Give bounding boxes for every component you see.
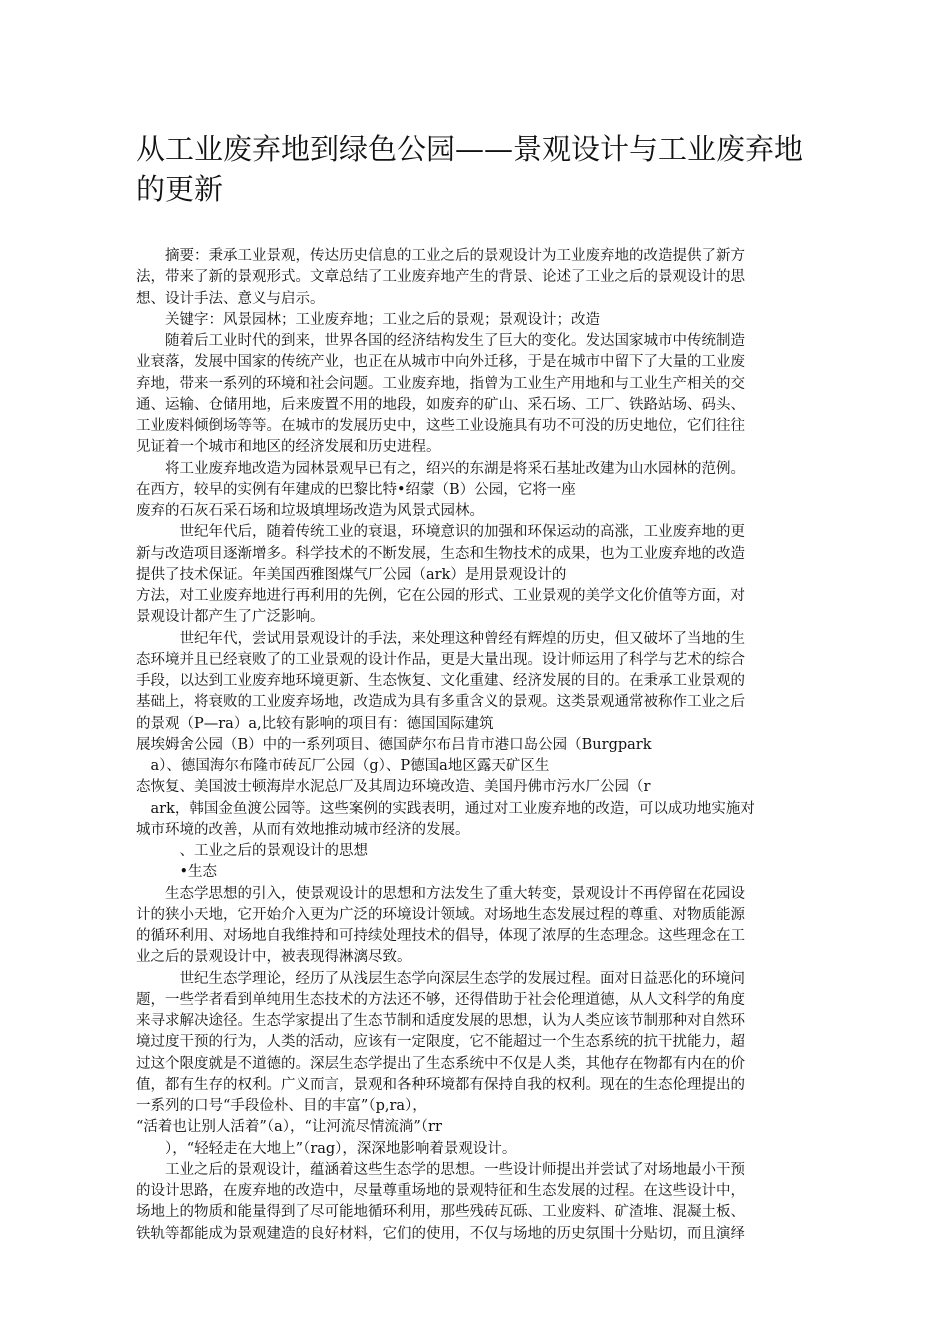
body-line: 将工业废弃地改造为园林景观早已有之，绍兴的东湖是将采石基址改建为山水园林的范例。 [136,460,745,477]
body-line: 摘要：秉承工业景观，传达历史信息的工业之后的景观设计为工业废弃地的改造提供了新方 [136,248,745,264]
body-line: 展埃姆舍公园（B）中的一系列项目、德国萨尔布吕肯市港口岛公园（Burgpark [136,736,652,753]
body-line: 的循环利用、对场地自我维持和可持续处理技术的倡导，体现了浓厚的生态理念。这些理念在工 [136,928,745,944]
body-line: 基础上，将衰败的工业废弃场地，改造成为具有多重含义的景观。这类景观通常被称作工业之后 [136,694,745,711]
body-line: 提供了技术保证。年美国西雅图煤气厂公园（ark）是用景观设计的 [136,566,567,583]
body-line: 态环境并且已经衰败了的工业景观的设计作品，更是大量出现。设计师运用了科学与艺术的综合 [136,651,745,668]
body-line: •生态 [136,864,218,881]
body-line: 的景观（P—ra）a,比较有影响的项目有：德国国际建筑 [136,715,494,732]
body-line: 通、运输、仓储用地，后来废置不用的地段，如废弃的矿山、采石场、工厂、铁路站场、码头、 [136,396,745,413]
body-line: 题，一些学者看到单纯用生态技术的方法还不够，还得借助于社会伦理道德，从人文科学的角度 [136,991,745,1008]
body-line: a）、德国海尔布隆市砖瓦厂公园（g）、P德国a地区露天矿区生 [136,758,550,774]
body-line: 一系列的口号“手段俭朴、目的丰富”（p,ra）， [136,1098,427,1114]
document-body [136,246,826,1245]
body-line: 场地上的物质和能量得到了尽可能地循环利用，那些残砖瓦砾、工业废料、矿渣堆、混凝土板、 [136,1204,745,1221]
body-line: 方法，对工业废弃地进行再利用的先例，它在公园的形式、工业景观的美学文化价值等方面，对 [136,588,745,604]
title-line: 的更新 [136,172,224,207]
body-line: 业之后的景观设计中，被表现得淋漓尽致。 [136,949,412,966]
body-line: 态恢复、美国波士顿海岸水泥总厂及其周边环境改造、美国丹佛市污水厂公园（r [136,779,651,796]
title-line: 从工业废弃地到绿色公园——景观设计与工业废弃地 [136,132,804,167]
body-line: 生态学思想的引入，使景观设计的思想和方法发生了重大转变，景观设计不再停留在花园设 [136,885,745,902]
body-line: 来寻求解决途径。生态学家提出了生态节制和适度发展的思想，认为人类应该节制那种对自然环 [136,1013,745,1029]
body-line: “活着也让别人活着”（a），“让河流尽情流淌”（rr [136,1119,442,1136]
body-line: 见证着一个城市和地区的经济发展和历史进程。 [136,439,441,456]
body-line: 值，都有生存的权利。广义而言，景观和各种环境都有保持自我的权利。现在的生态伦理提出的 [136,1076,745,1093]
body-line: 法，带来了新的景观形式。文章总结了工业废弃地产生的背景、论述了工业之后的景观设计的思 [136,269,745,286]
body-line: 业衰落，发展中国家的传统产业，也正在从城市中向外迁移，于是在城市中留下了大量的工业废 [136,354,745,371]
body-line: 过这个限度就是不道德的。深层生态学提出了生态系统中不仅是人类，其他存在物都有内在的价 [136,1055,745,1072]
body-line: 关键字：风景园林；工业废弃地；工业之后的景观；景观设计；改造 [136,311,600,328]
body-line: 景观设计都产生了广泛影响。 [136,609,325,626]
body-line: 城市环境的改善，从而有效地推动城市经济的发展。 [136,821,470,838]
body-line: 手段，以达到工业废弃地环境更新、生态恢复、文化重建、经济发展的目的。在秉承工业景观的 [136,673,745,689]
body-line: 废弃的石灰石采石场和垃圾填埋场改造为风景式园林。 [136,503,484,519]
body-line: 铁轨等都能成为景观建造的良好材料，它们的使用，不仅与场地的历史氛围十分贴切，而且演绎 [136,1225,745,1242]
body-line: 世纪年代后，随着传统工业的衰退，环境意识的加强和环保运动的高涨，工业废弃地的更 [136,524,745,541]
body-line: ark，韩国金鱼渡公园等。这些案例的实践表明，通过对工业废弃地的改造，可以成功地实施对 [136,800,755,817]
body-line: 世纪生态学理论，经历了从浅层生态学向深层生态学的发展过程。面对日益恶化的环境问 [136,970,745,987]
body-line: 工业之后的景观设计，蕴涵着这些生态学的思想。一些设计师提出并尝试了对场地最小干预 [136,1161,745,1178]
body-line: 世纪年代，尝试用景观设计的手法，来处理这种曾经有辉煌的历史，但又破坏了当地的生 [136,630,745,647]
body-line: 计的狭小天地，它开始介入更为广泛的环境设计领域。对场地生态发展过程的尊重、对物质能源 [136,906,745,923]
body-line: 工业废料倾倒场等等。在城市的发展历史中，这些工业设施具有功不可没的历史地位，它们往往 [136,418,745,434]
body-line: ），“轻轻走在大地上”（rag），深深地影响着景观设计。 [136,1140,517,1157]
body-line: 想、设计手法、意义与启示。 [136,290,325,307]
body-line: 在西方，较早的实例有年建成的巴黎比特•绍蒙（B）公园，它将一座 [136,481,576,498]
body-line: 、工业之后的景观设计的思想 [136,843,368,859]
body-line: 随着后工业时代的到来，世界各国的经济结构发生了巨大的变化。发达国家城市中传统制造 [136,333,745,349]
body-line: 境过度干预的行为，人类的活动，应该有一定限度，它不能超过一个生态系统的抗干扰能力，超 [136,1034,745,1051]
body-line: 新与改造项目逐渐增多。科学技术的不断发展，生态和生物技术的成果，也为工业废弃地的改造 [136,545,745,562]
body-line: 弃地，带来一系列的环境和社会问题。工业废弃地，指曾为工业生产用地和与工业生产相关的交 [136,375,745,392]
document-title [136,129,826,209]
body-line: 的设计思路，在废弃地的改造中，尽量尊重场地的景观特征和生态发展的过程。在这些设计中， [136,1183,745,1199]
